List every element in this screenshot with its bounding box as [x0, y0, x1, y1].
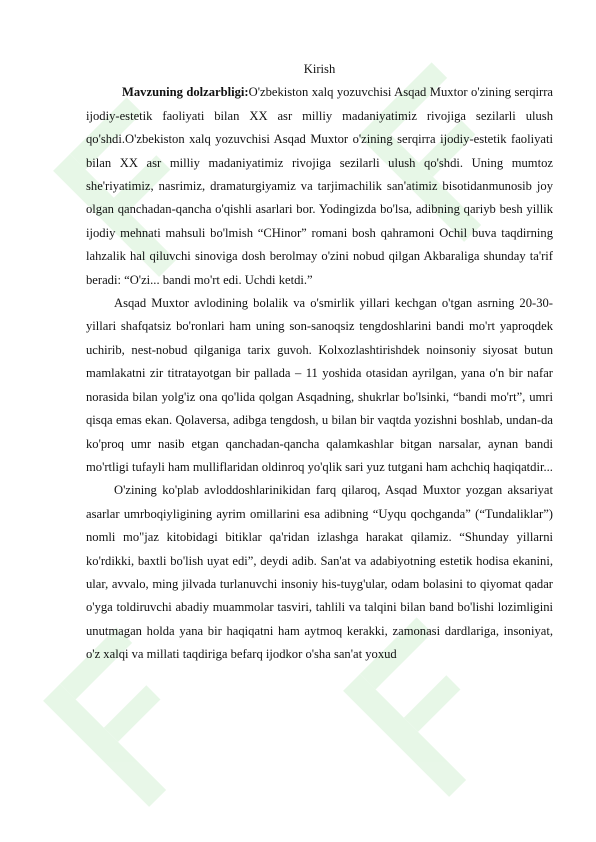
paragraph-2: Asqad Muxtor avlodining bolalik va o'smirlik yillari kechgan o'tgan asrning 20-30-yillari shafqatsiz bo'ronlari ham uning son-sanoqsiz tengdoshlarini bandi mo'rt yaproqdek uchirib, nest-nobud qilganiga tarix guvoh. Kolxozlashtirishdek noinsoniy siyosat butun mamlakatni zir titratayotgan bir pallada – 11 yoshida otasidan ayrilgan, yana o'n bir nafar norasida bilan yolg'iz ona qo'lida qolgan Asqadning, shukrlar bo'lsinki, “bandi mo'rt”, umri qisqa emas ekan. Qolaversa, adibga tengdosh, u bilan bir vaqtda yozishni boshlab, undan-da ko'proq umr nasib etgan qanchadan-qancha qalamkashlar bitgan narsalar, aynan bandi mo'rtligi tufayli ham mulliflaridan oldinroq yo'qlik sari yuz tutgani ham achchiq haqiqatdir...	[86, 296, 553, 474]
paragraph-1-text: O'zbekiston xalq yozuvchisi Asqad Muxtor o'zining serqirra ijodiy-estetik faoliyati bilan XX asr milliy madaniyatimiz rivojiga sezilarli ulush qo'shdi.O'zbekiston xalq yozuvchisi Asqad Muxtor o'zining serqirra ijodiy-estetik faoliyati bilan XX asr milliy madaniyatimiz rivojiga sezilarli ulush qo'shdi. Uning mumtoz she'riyatimiz, nasrimiz, dramaturgiyamiz va tarjimachilik san'atimiz bisotidanmunosib joy olgan qanchadan-qancha o'qishli asarlari bor. Yodingizda bo'lsa, adibning qariyb besh yillik ijodiy mehnati mahsuli bo'lmish “CHinor” romani bosh qahramoni Ochil buva taqdirning lahzalik hal qiluvchi sinoviga dosh berolmay o'zini nobud qilgan Akbaraliga shunday ta'rif beradi: “O'zi... bandi mo'rt edi. Uchdi ketdi.”	[86, 85, 553, 287]
lead-bold-label: Mavzuning dolzarbligi:	[122, 85, 249, 100]
paragraph-1	[86, 81, 553, 292]
document-page	[86, 58, 553, 667]
paragraph-3: O'zining ko'plab avloddoshlarinikidan farq qilaroq, Asqad Muxtor yozgan aksariyat asarlar umrboqiyligining ayrim omillarini esa adibning “Uyqu qochganda” (“Tundaliklar”) nomli mo"jaz kitobidagi bitiklar qa'ridan izlashga harakat qilamiz. “Shunday yillarni ko'rdikki, baxtli bo'lish uyat edi”, deydi adib. San'at va adabiyotning estetik hodisa ekanini, ular, avvalo, ming jilvada turlanuvchi insoniy his-tuyg'ular, odam bolasini to qiyomat qadar o'yga toldiruvchi abadiy muammolar tasviri, tahlili va talqini bilan band bo'lishi lozimligini unutmagan holda yana bir haqiqatni ham aytmoq kerakki, zamonasi dardlariga, insoniyat, o'z xalqi va millati taqdiriga befarq ijodkor o'sha san'at yoxud	[86, 483, 553, 662]
document-title: Kirish	[303, 62, 336, 76]
